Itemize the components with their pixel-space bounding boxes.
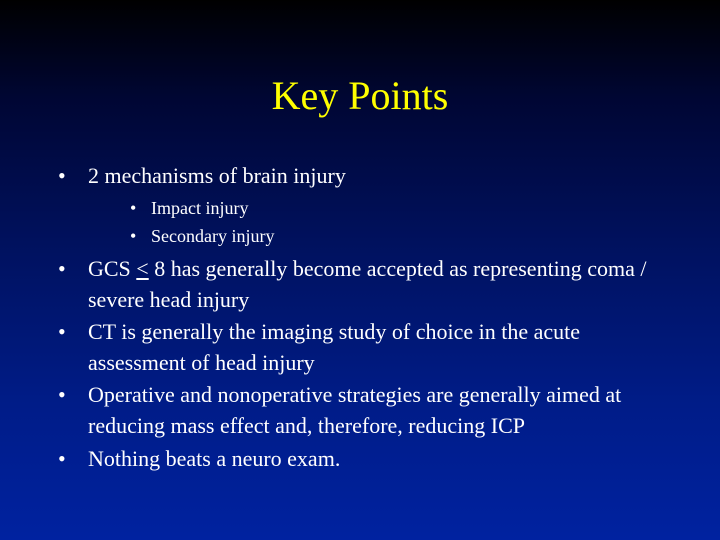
sub-bullet-item: [130, 194, 670, 222]
bullet-icon: •: [58, 319, 66, 344]
less-than-or-equal-symbol: <: [136, 256, 149, 281]
bullet-text-prefix: GCS: [88, 256, 137, 281]
bullet-text-suffix: 8 has generally become accepted as representing coma / severe head injury: [88, 256, 647, 312]
bullet-text: Nothing beats a neuro exam.: [88, 446, 341, 471]
bullet-icon: •: [58, 256, 66, 281]
bullet-icon: •: [130, 198, 137, 218]
bullet-item: [58, 443, 678, 474]
bullet-icon: •: [130, 226, 137, 246]
sub-bullet-item: [130, 222, 670, 250]
slide-title: Key Points: [271, 73, 449, 118]
bullet-text: 2 mechanisms of brain injury: [88, 163, 346, 188]
bullet-text: Operative and nonoperative strategies are generally aimed at reducing mass effect and, therefore, reducing ICP: [88, 382, 622, 438]
sub-bullet-text: Impact injury: [151, 198, 249, 218]
bullet-item: [58, 379, 678, 441]
bullet-item: [58, 316, 678, 378]
bullet-icon: •: [58, 446, 66, 471]
bullet-item: [58, 253, 678, 315]
bullet-icon: •: [58, 163, 66, 188]
bullet-icon: •: [58, 382, 66, 407]
bullet-text: [88, 253, 678, 315]
sub-bullet-text: Secondary injury: [151, 226, 275, 246]
bullet-text: CT is generally the imaging study of choice in the acute assessment of head injury: [88, 319, 581, 375]
bullet-item: [58, 160, 678, 191]
